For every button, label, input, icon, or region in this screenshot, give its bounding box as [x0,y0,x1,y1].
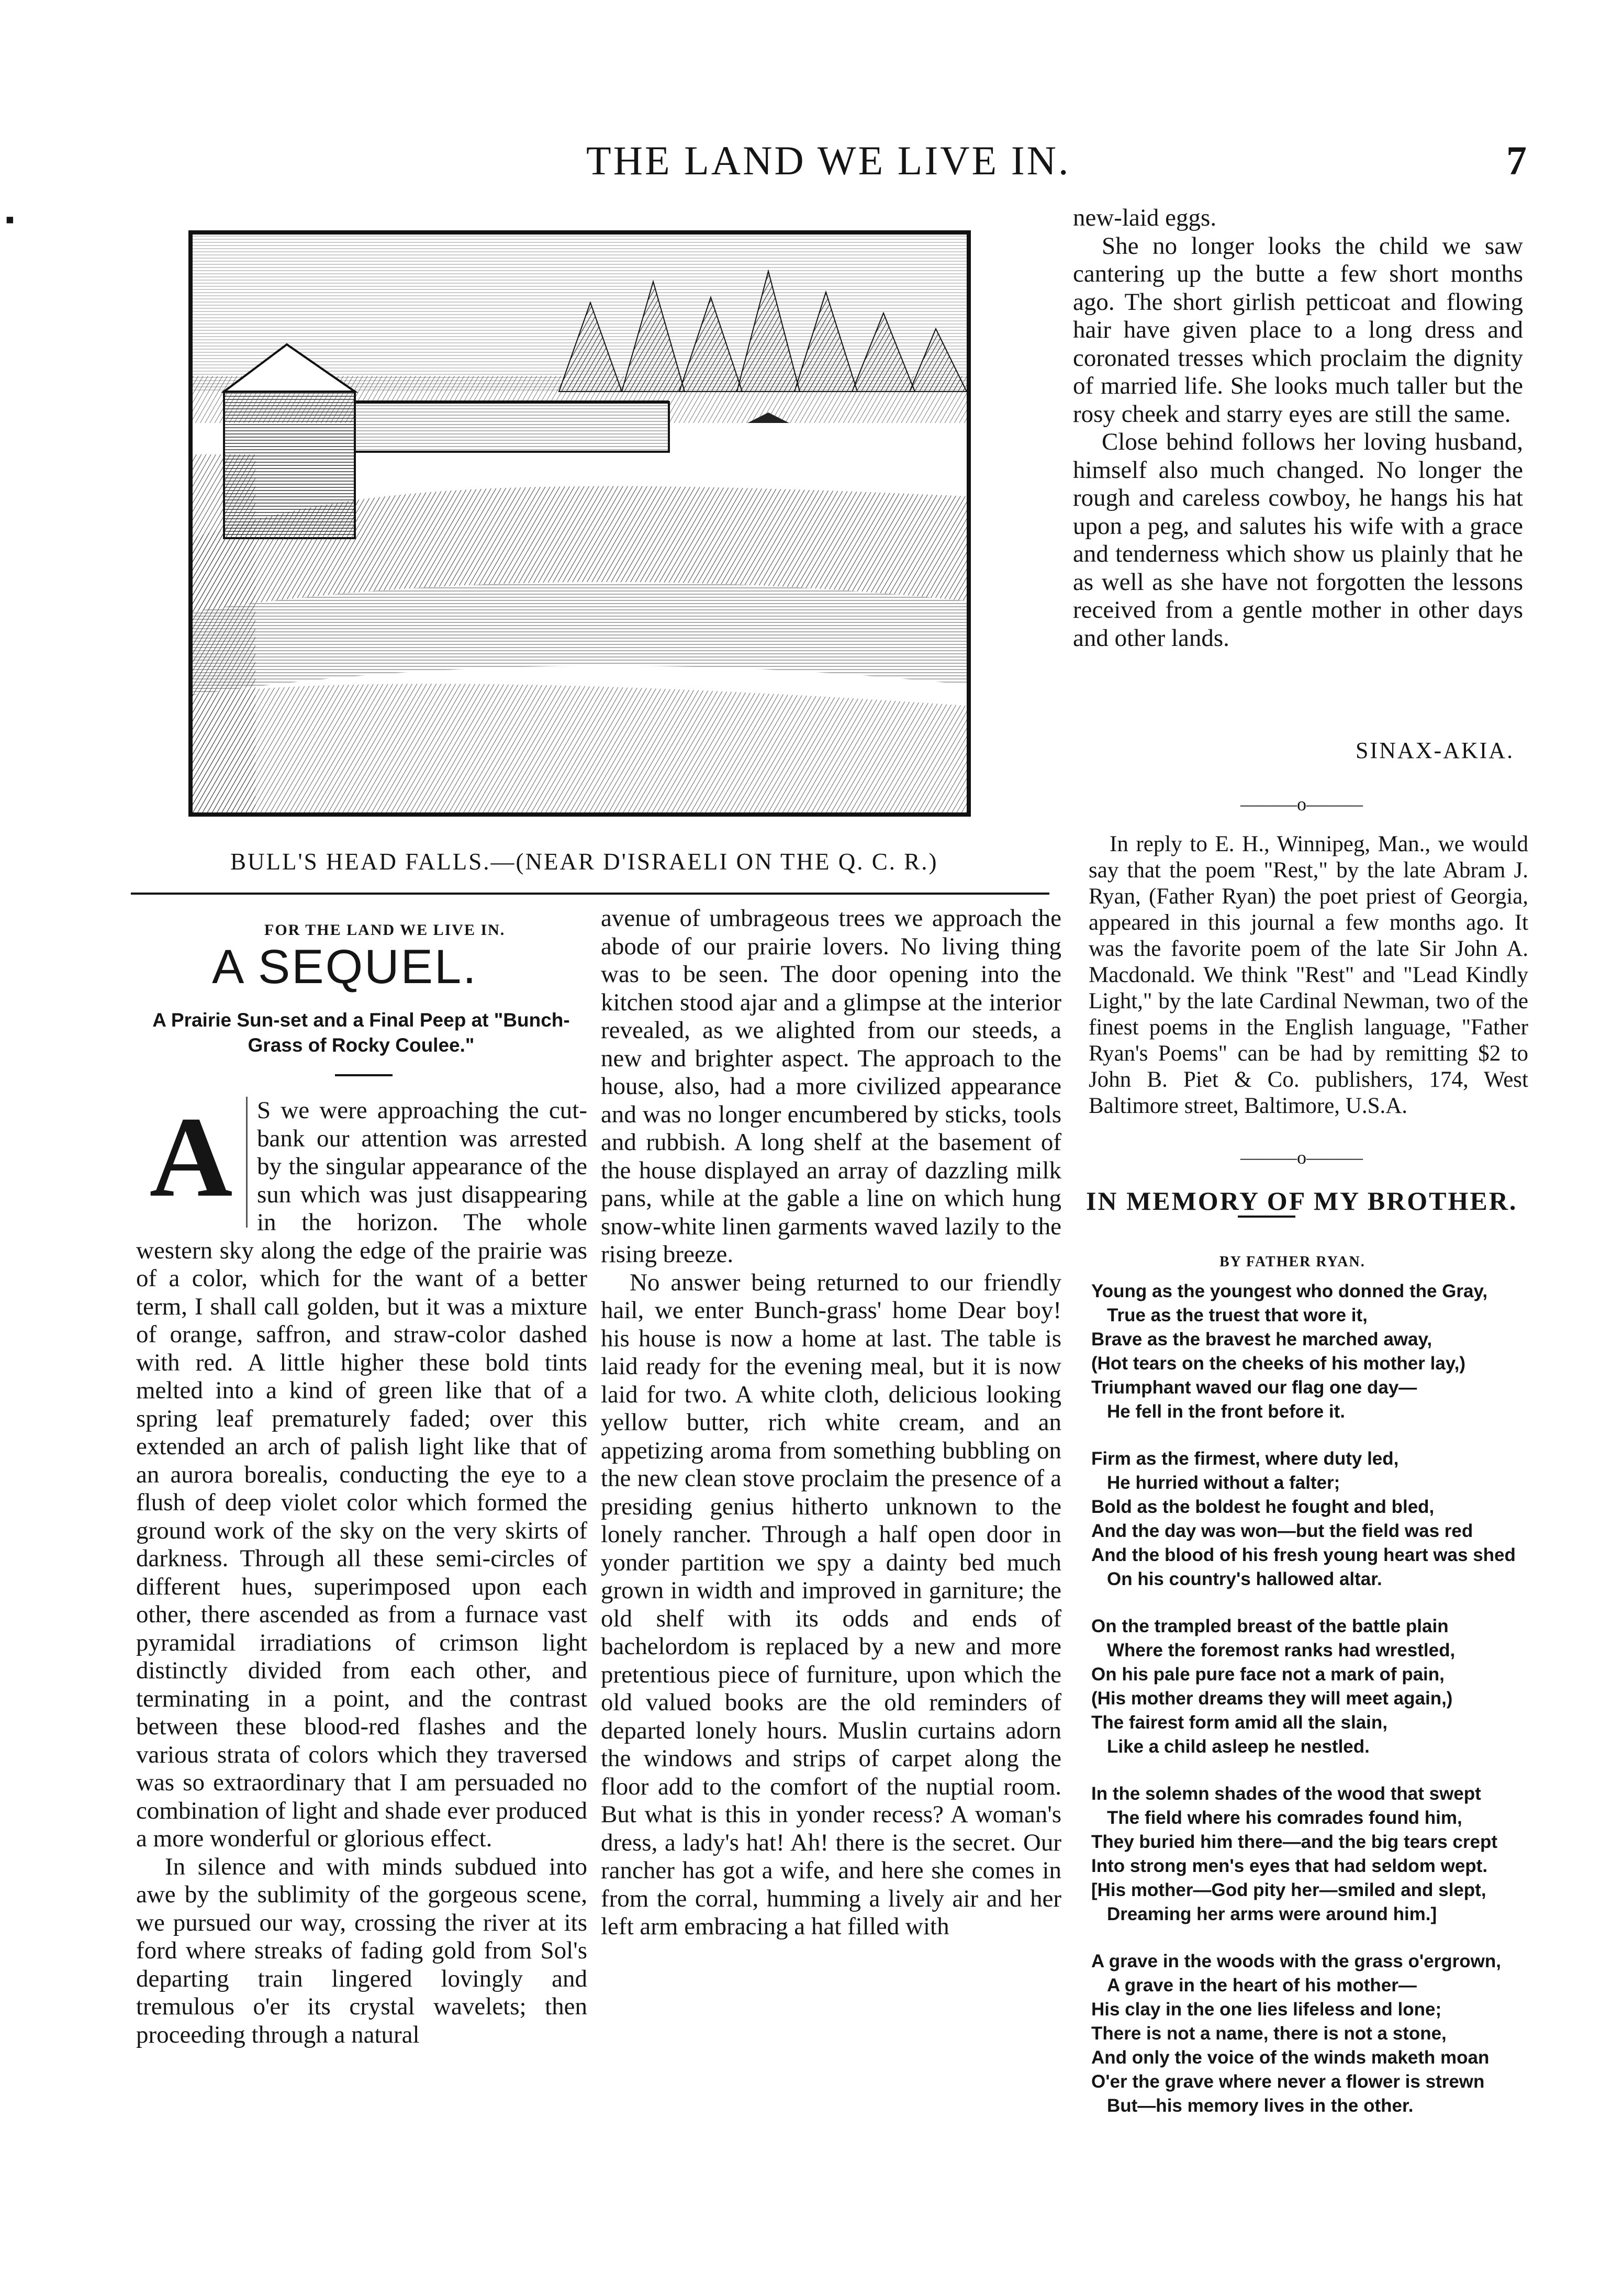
poem-line: Young as the youngest who donned the Gray, [1091,1281,1488,1301]
poem-line: He fell in the front before it. [1107,1401,1346,1422]
poem-line: True as the truest that wore it, [1107,1305,1368,1325]
poem-line: And the blood of his fresh young heart was shed [1091,1545,1516,1565]
paragraph: She no longer looks the child we saw cantering up the butte a few short months ago. The short girlish petticoat and flowing hair have given place to a long dress and coronated tresses which proclaim the dignity of married life. She looks much taller but the rosy cheek and starry eyes are still the same. [1073,232,1523,428]
poem-line: Dreaming her arms were around him.] [1107,1904,1437,1924]
article-title: A SEQUEL. [212,940,478,994]
poem-line: Firm as the firmest, where duty led, [1091,1448,1399,1469]
paragraph: In silence and with minds subdued into awe by the sublimity of the gorgeous scene, we pursued our way, crossing the river at its ford where streaks of fading gold from Sol's departing train lingered lovingly and tremulous o'er its crystal wavelets; then proceeding through a natural [136,1853,587,2048]
running-title: THE LAND WE LIVE IN. [586,138,1071,183]
paragraph: No answer being returned to our friendly hail, we enter Bunch-grass' home Dear boy! his house is now a home at last. The table is laid ready for the evening meal, but it is now laid for two. A white cloth, delicious looking yellow butter, rich white cream, and an appetizing aroma from something bubbling on the new clean stove proclaim the presence of a presiding genius hitherto unknown to the lonely rancher. Through a half open door in yonder partition we spy a dainty bed much grown in width and improved in garniture; the old shelf with its odds and ends of bachelordom is replaced by a new and more pretentious piece of furniture, upon which the old valued books are the old reminders of departed lonely hours. Muslin curtains adorn the windows and strips of carpet along the floor add to the comfort of the nuptial room. But what is this in yonder recess? A woman's dress, a lady's hat! Ah! there is the secret. Our rancher has got a wife, and here she comes in from the corral, humming a lively air and her left arm embracing a hat filled with [601,1268,1061,1940]
author-signature: SINAX-AKIA. [1356,738,1515,763]
article-column-1 [136,1093,587,2049]
article-byline: FOR THE LAND WE LIVE IN. [264,921,506,939]
poem-stanza [1091,1279,1536,1424]
poem-line: Bold as the boldest he fought and bled, [1091,1497,1435,1517]
article-column-2 [601,905,1061,1941]
article-subtitle: A Prairie Sun-set and a Final Peep at "Bunch-Grass of Rocky Coulee." [152,1009,570,1056]
poem-line: Where the foremost ranks had wrestled, [1107,1640,1456,1660]
poem-line: Into strong men's eyes that had seldom wept. [1091,1856,1488,1876]
poem-line: The fairest form amid all the slain, [1091,1712,1387,1733]
drop-cap: A [136,1097,248,1228]
section-divider-rule [131,893,1049,895]
engraving-illustration [188,230,971,817]
paragraph: new-laid eggs. [1073,204,1217,231]
poem-line: He hurried without a falter; [1107,1473,1340,1493]
poem-stanza [1091,1782,1536,1926]
reply-text: In reply to E. H., Winnipeg, Man., we would say that the poem "Rest," by the late Abram J. Ryan, (Father Ryan) the poet priest of Georgia, appeared in this journal a few months ago. It was the favorite poem of the late Sir John A. Macdonald. We think "Rest" and "Lead Kindly Light," by the late Cardinal Newman, two of the finest poems in the English language, "Father Ryan's Poems" can be had by remitting $2 to John B. Piet & Co. publishers, 174, West Baltimore street, Baltimore, U.S.A. [1089,832,1528,1118]
illustration-caption: BULL'S HEAD FALLS.—(NEAR D'ISRAELI ON THE Q. C. R.) [230,849,938,875]
poem-line: A grave in the woods with the grass o'ergrown, [1091,1951,1501,1971]
poem-line: O'er the grave where never a flower is strewn [1091,2071,1485,2092]
paragraph: S we were approaching the cut-bank our attention was arrested by the singular appearance of the sun which was just disappearing in the horizon. The whole western sky along the edge of the prairie was of a color, which for the want of a better term, I shall call golden, but it was a mixture of orange, saffron, and straw-color dashed with red. A little higher these bold tints melted into a kind of green like that of a spring leaf prematurely faded; over this extended an arch of palish light like that of an aurora borealis, conducting the eye to a flush of deep violet color which formed the ground work of the sky on the very skirts of darkness. Through all these semi-circles of different hues, superimposed upon each other, there ascended as from a furnace vast pyramidal irradiations of crimson light distinctly divided from each other, and terminating in a point, and the contrast between these blood-red flashes and the various strata of colors which they traversed was so extraordinary that I am persuaded no combination of light and shade ever produced a more wonderful or glorious effect. [136,1097,587,1852]
paragraph: avenue of umbrageous trees we approach the abode of our prairie lovers. No living thing was to be seen. The door opening into the kitchen stood ajar and a glimpse at the interior revealed, as we alighted from our steeds, a new and brighter aspect. The approach to the house, also, had a more civilized appearance and was no longer encumbered by sticks, tools and rubbish. A long shelf at the basement of the house displayed an array of dazzling milk pans, while at the gable a line on which hung snow-white linen garments waved lazily to the rising breeze. [601,905,1061,1268]
page-number: 7 [1506,138,1527,183]
poem-line: His clay in the one lies lifeless and lone; [1091,1999,1442,2020]
poem-line: On his country's hallowed altar. [1107,1569,1382,1589]
poem-body [1091,1279,1536,2141]
divider-ornament: ———o——— [1240,794,1363,815]
falls-engraving [193,235,967,812]
poem-line: But—his memory lives in the other. [1107,2096,1414,2116]
poem-line: On his pale pure face not a mark of pain, [1091,1664,1445,1685]
poem-line: Brave as the bravest he marched away, [1091,1329,1432,1350]
margin-ornament: ▪ [5,205,15,234]
article-column-3 [1073,204,1523,652]
paragraph: Close behind follows her loving husband, himself also much changed. No longer the rough and careless cowboy, he hangs his hat upon a peg, and salutes his wife with a grace and tenderness which show us plainly that he as well as she have not forgotten the lessons received from a gentle mother in other days and other lands. [1073,428,1523,652]
poem-line: Like a child asleep he nestled. [1107,1736,1370,1757]
poem-line: Triumphant waved our flag one day— [1091,1377,1417,1398]
poem-line: The field where his comrades found him, [1107,1808,1462,1828]
poem-line: In the solemn shades of the wood that swept [1091,1784,1481,1804]
poem-stanza [1091,1614,1536,1759]
poem-line: (His mother dreams they will meet again,) [1091,1688,1453,1709]
poem-line: A grave in the heart of his mother— [1107,1975,1417,1996]
editorial-reply [1089,831,1528,1119]
poem-line: And only the voice of the winds maketh moan [1091,2047,1490,2068]
poem-author: BY FATHER RYAN. [1219,1254,1365,1270]
poem-line: And the day was won—but the field was red [1091,1521,1473,1541]
poem-title-rule [1238,1216,1295,1218]
poem-line: There is not a name, there is not a stone, [1091,2023,1447,2044]
divider-ornament-2: ———o——— [1240,1147,1363,1168]
subtitle-rule [335,1074,393,1076]
poem-stanza [1091,1949,1536,2118]
poem-line: (Hot tears on the cheeks of his mother lay,) [1091,1353,1466,1374]
poem-line: On the trampled breast of the battle plain [1091,1616,1449,1636]
poem-line: They buried him there—and the big tears crept [1091,1832,1497,1852]
poem-title: IN MEMORY OF MY BROTHER. [1086,1186,1518,1216]
poem-stanza [1091,1447,1536,1591]
poem-line: [His mother—God pity her—smiled and slept, [1091,1880,1486,1900]
